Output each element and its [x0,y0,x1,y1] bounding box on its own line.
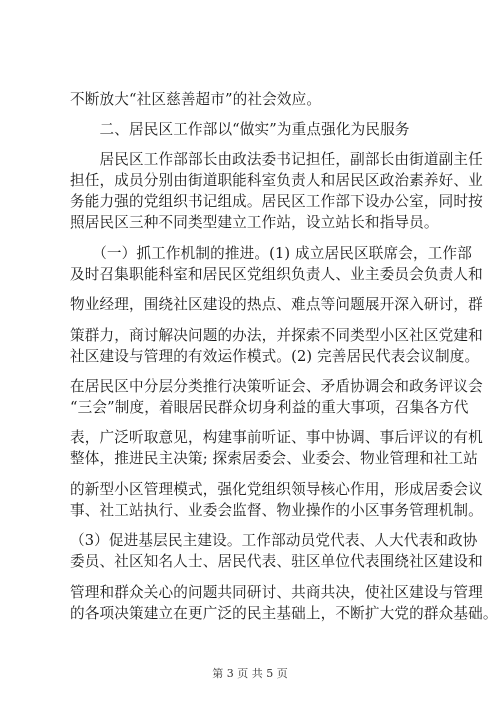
text-line: 担任，成员分别由街道职能科室负责人和居民区政治素养好、业 [70,172,483,189]
text-line: 物业经理，围绕社区建设的热点、难点等问题展开深入研讨，群 [70,296,483,313]
text-line: 事、社工站执行、业委会监督、物业操作的小区事务管理机制。 [70,502,483,519]
text-line: 的新型小区管理模式，强化党组织领导核心作用，形成居委会议 [70,481,483,498]
text-line: （3）促进基层民主建设。工作部动员党代表、人大代表和政协 [70,532,478,549]
text-line: 务能力强的党组织书记组成。居民区工作部下设办公室，同时按 [70,193,483,210]
text-line: 不断放大“社区慈善超市”的社会效应。 [70,91,322,108]
text-line: 管理和群众关心的问题共同研讨、共商共决，使社区建设与管理 [70,584,483,601]
text-line: 照居民区三种不同类型建立工作站，设立站长和指导员。 [70,214,439,231]
text-line: 社区建设与管理的有效运作模式。(2) 完善居民代表会议制度。 [70,348,480,365]
text-line: 委员、社区知名人士、居民代表、驻区单位代表围绕社区建设和 [70,553,483,570]
text-line: 策群力，商讨解决问题的办法，并探索不同类型小区社区党建和 [70,327,483,344]
section-heading: 二、居民区工作部以“做实”为重点强化为民服务 [70,121,410,138]
text-line: 整体，推进民主决策; 探索居委会、业委会、物业管理和社工站 [70,450,478,467]
text-line: 及时召集职能科室和居民区党组织负责人、业主委员会负责人和 [70,266,483,283]
text-line: 居民区工作部部长由政法委书记担任，副部长由街道副主任 [70,151,483,168]
page-footer: 第 3 页 共 5 页 [212,667,288,680]
text-line: 的各项决策建立在更广泛的民主基础上，不断扩大党的群众基础。 [70,605,498,622]
text-line: 表，广泛听取意见，构建事前听证、事中协调、事后评议的有机 [70,429,483,446]
text-line: “三会”制度，着眼居民群众切身利益的重大事项，召集各方代 [70,399,469,416]
text-line: 在居民区中分层分类推行决策听证会、矛盾协调会和政务评议会 [70,378,483,395]
text-line: （一）抓工作机制的推进。(1) 成立居民区联席会，工作部 [70,245,472,262]
